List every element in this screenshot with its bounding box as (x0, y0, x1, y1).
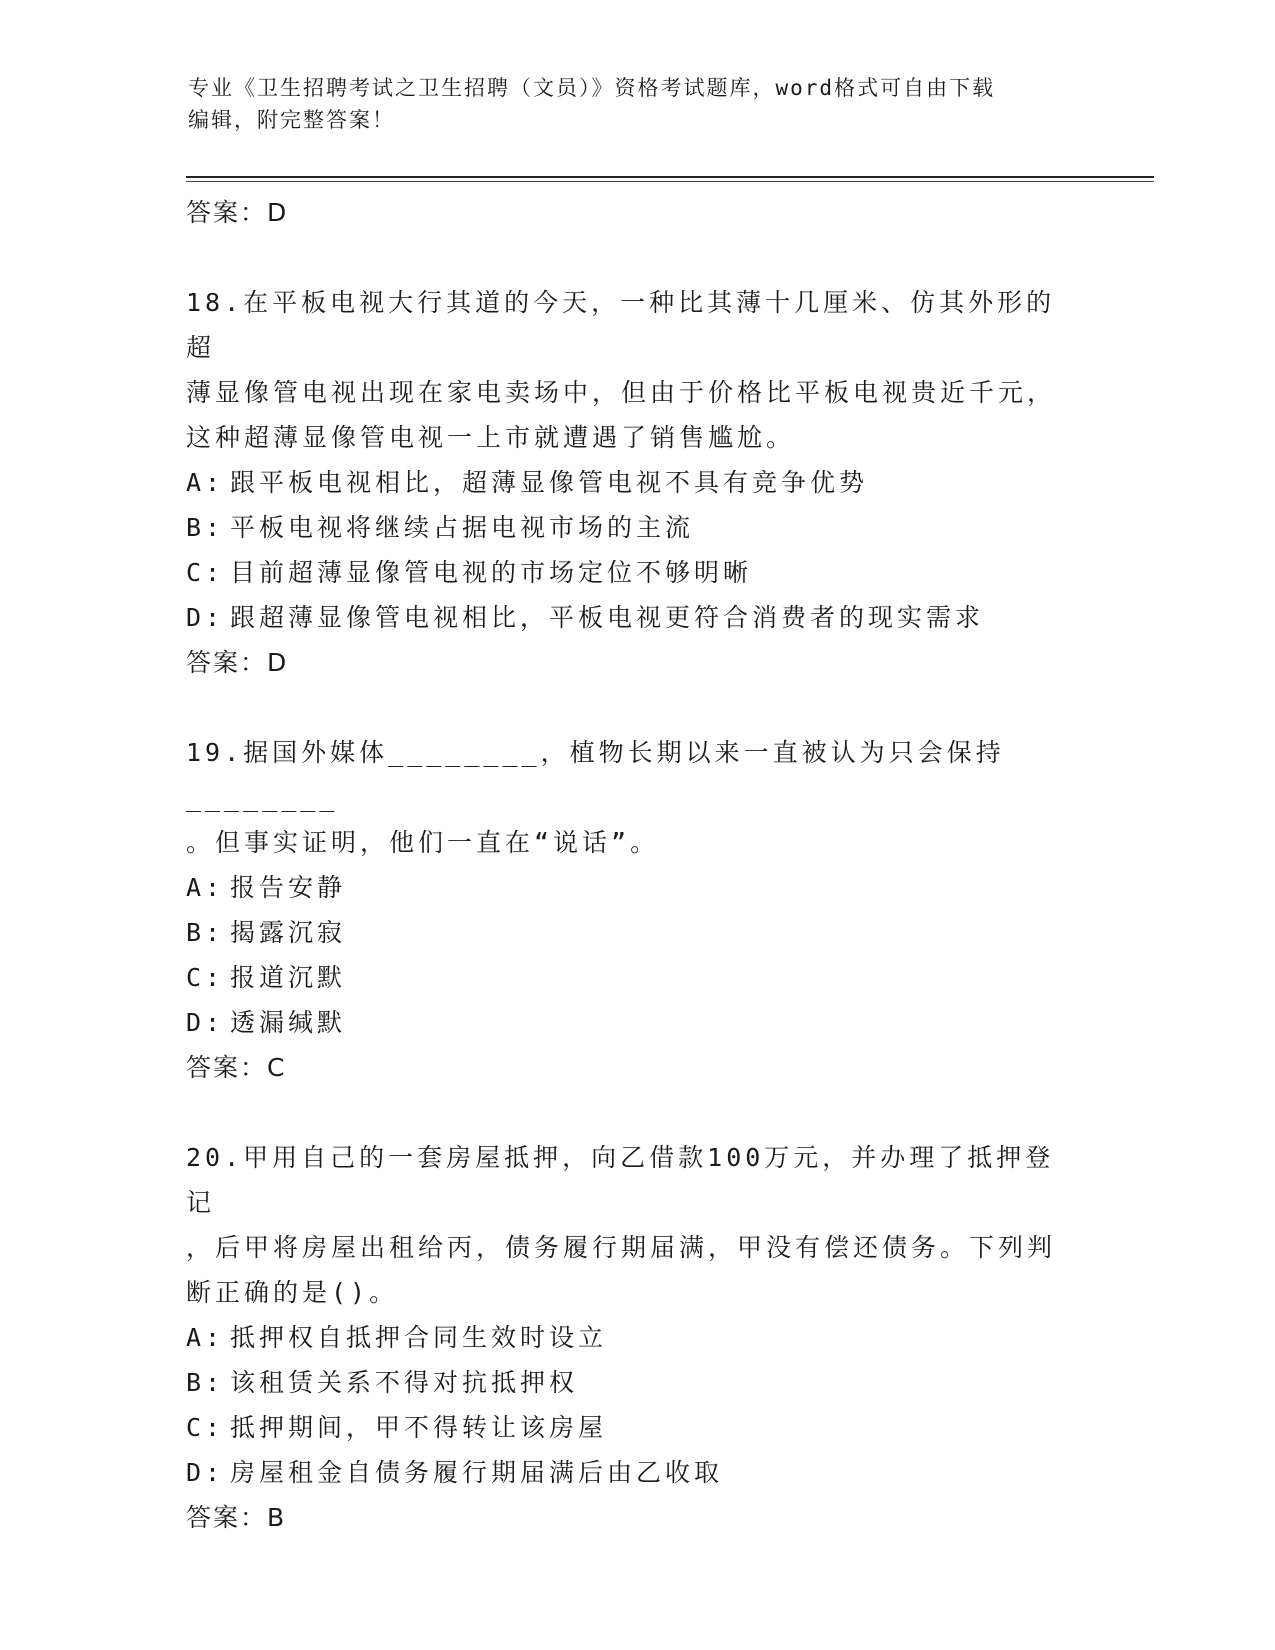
question-stem-line: 断正确的是()。 (186, 1278, 399, 1307)
header-divider (186, 176, 1154, 178)
answer-value: C (267, 1053, 287, 1082)
option-a: A: 抵押权自抵押合同生效时设立 (186, 1323, 608, 1352)
answer-line: 答案：D (186, 648, 289, 677)
question-19 (186, 730, 1076, 1090)
option-d: D: 透漏缄默 (186, 1008, 347, 1037)
answer-value: D (267, 648, 289, 677)
page-header (188, 72, 1088, 136)
option-c: C: 报道沉默 (186, 963, 347, 992)
question-list (186, 190, 1076, 1540)
question-stem-line: 20.甲用自己的一套房屋抵押，向乙借款100万元，并办理了抵押登记 (186, 1143, 1055, 1217)
answer-prefix: 答案： (186, 198, 268, 227)
header-line-2: 编辑，附完整答案！ (188, 108, 395, 132)
question-stem-line: 19.据国外媒体________，植物长期以来一直被认为只会保持________ (186, 738, 1005, 812)
question-stem-line: 薄显像管电视出现在家电卖场中，但由于价格比平板电视贵近千元， (186, 378, 1057, 407)
question-stem-line: 这种超薄显像管电视一上市就遭遇了销售尴尬。 (186, 423, 796, 452)
question-stem-line: 。但事实证明，他们一直在“说话”。 (186, 828, 660, 857)
option-d: D: 房屋租金自债务履行期届满后由乙收取 (186, 1458, 724, 1487)
question-stem-line: ，后甲将房屋出租给丙，债务履行期届满，甲没有偿还债务。下列判 (186, 1233, 1057, 1262)
header-divider-thin (186, 181, 1154, 182)
option-c: C: 目前超薄显像管电视的市场定位不够明晰 (186, 558, 753, 587)
option-b: B: 该租赁关系不得对抗抵押权 (186, 1368, 579, 1397)
option-d: D: 跟超薄显像管电视相比，平板电视更符合消费者的现实需求 (186, 603, 985, 632)
option-a: A: 报告安静 (186, 873, 347, 902)
question-18 (186, 280, 1076, 685)
option-c: C: 抵押期间，甲不得转让该房屋 (186, 1413, 608, 1442)
option-b: B: 揭露沉寂 (186, 918, 347, 947)
question-stem-line: 18.在平板电视大行其道的今天，一种比其薄十几厘米、仿其外形的超 (186, 288, 1056, 362)
answer-line: 答案：B (186, 1503, 287, 1532)
previous-answer (186, 190, 1076, 235)
option-a: A: 跟平板电视相比，超薄显像管电视不具有竞争优势 (186, 468, 869, 497)
answer-value: D (267, 198, 289, 227)
question-20 (186, 1135, 1076, 1540)
header-line-1: 专业《卫生招聘考试之卫生招聘（文员）》资格考试题库，word格式可自由下载 (188, 76, 996, 100)
answer-line: 答案：C (186, 1053, 287, 1082)
answer-value: B (267, 1503, 287, 1532)
option-b: B: 平板电视将继续占据电视市场的主流 (186, 513, 695, 542)
